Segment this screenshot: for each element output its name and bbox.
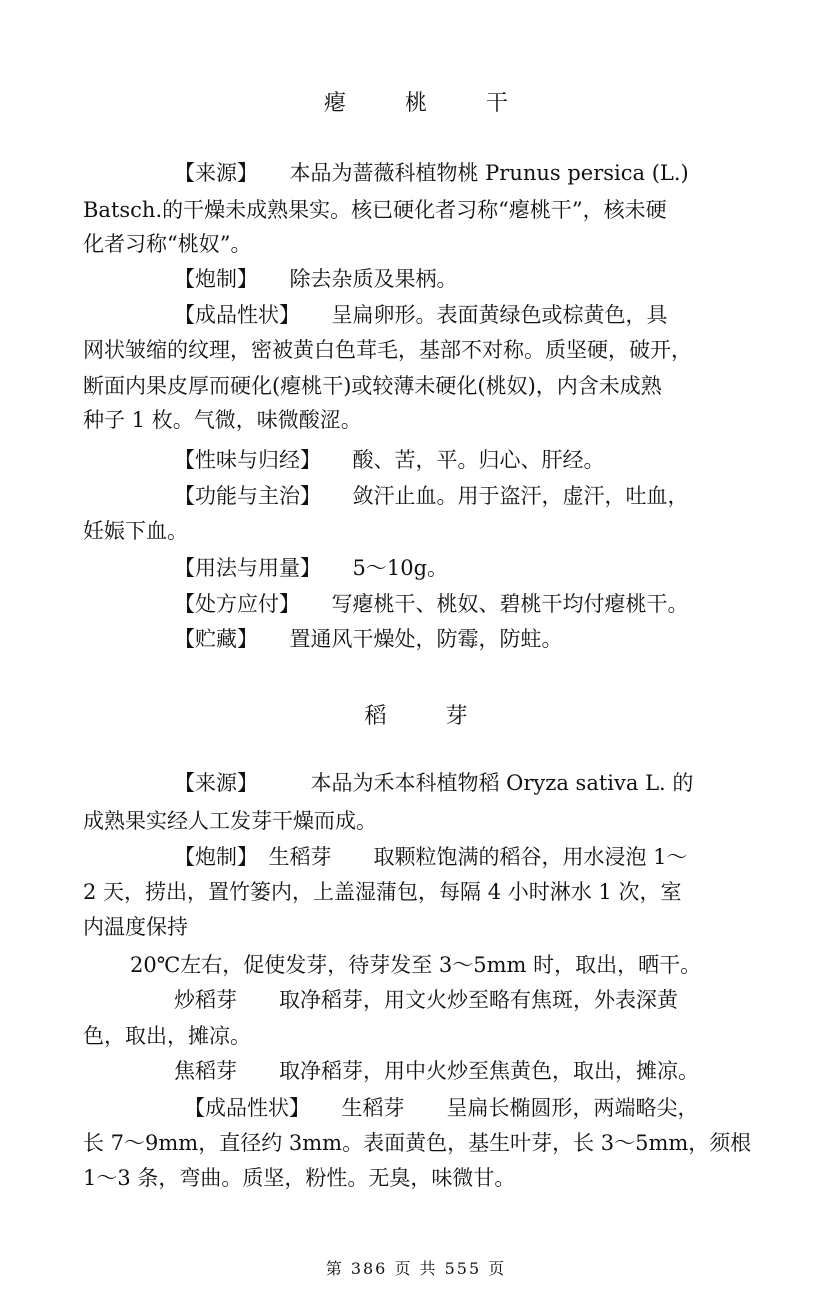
- text-line: 种子 1 枚。气微，味微酸涩。: [83, 408, 362, 432]
- text-line: 【成品性状】 生稻芽 呈扁长椭圆形，两端略尖，: [184, 1096, 699, 1120]
- text-line: 【用法与用量】 5～10g。: [174, 556, 449, 580]
- text-line: 【功能与主治】 敛汗止血。用于盗汗，虚汗，吐血，: [174, 484, 689, 508]
- section-title: 稻 芽: [364, 704, 494, 729]
- text-line: 断面内果皮厚而硬化(瘪桃干)或较薄未硬化(桃奴)，内含未成熟: [83, 374, 662, 398]
- text-line: 网状皱缩的纹理，密被黄白色茸毛，基部不对称。质坚硬，破开，: [83, 338, 692, 362]
- text-line: 【炮制】 除去杂质及果柄。: [174, 267, 458, 291]
- text-line: 成熟果实经人工发芽干燥而成。: [83, 809, 377, 833]
- text-line: 焦稻芽 取净稻芽，用中火炒至焦黄色，取出，摊凉。: [174, 1059, 699, 1083]
- text-line: Batsch.的干燥未成熟果实。核已硬化者习称“瘪桃干”，核未硬: [83, 198, 667, 222]
- text-line: 【性味与归经】 酸、苦，平。归心、肝经。: [174, 448, 605, 472]
- text-line: 内温度保持: [83, 915, 188, 939]
- text-line: 1～3 条，弯曲。质坚，粉性。无臭，味微甘。: [83, 1166, 516, 1190]
- text-line: 炒稻芽 取净稻芽，用文火炒至略有焦斑，外表深黄: [174, 988, 678, 1012]
- text-line: 【处方应付】 写瘪桃干、桃奴、碧桃干均付瘪桃干。: [174, 592, 689, 616]
- text-line: 长 7～9mm，直径约 3mm。表面黄色，基生叶芽，长 3～5mm，须根: [83, 1131, 752, 1155]
- text-line: 【贮藏】 置通风干燥处，防霉，防蛀。: [174, 627, 563, 651]
- section-title: 瘪 桃 干: [324, 91, 534, 116]
- text-line: 【来源】 本品为蔷薇科植物桃 Prunus persica (L.): [174, 161, 689, 185]
- text-line: 化者习称“桃奴”。: [83, 232, 252, 256]
- page-footer: 第 386 页 共 555 页: [325, 1259, 507, 1278]
- text-line: 妊娠下血。: [83, 519, 188, 543]
- text-line: 20℃左右，促使发芽，待芽发至 3～5mm 时，取出，晒干。: [130, 953, 702, 977]
- text-line: 色，取出，摊凉。: [83, 1024, 251, 1048]
- text-line: 【炮制】 生稻芽 取颗粒饱满的稻谷，用水浸泡 1～: [174, 845, 688, 869]
- text-line: 【来源】 本品为禾本科植物稻 Oryza sativa L. 的: [174, 771, 694, 795]
- text-line: 2 天，捞出，置竹篓内，上盖湿蒲包，每隔 4 小时淋水 1 次，室: [83, 880, 682, 904]
- text-line: 【成品性状】 呈扁卵形。表面黄绿色或棕黄色，具: [174, 303, 668, 327]
